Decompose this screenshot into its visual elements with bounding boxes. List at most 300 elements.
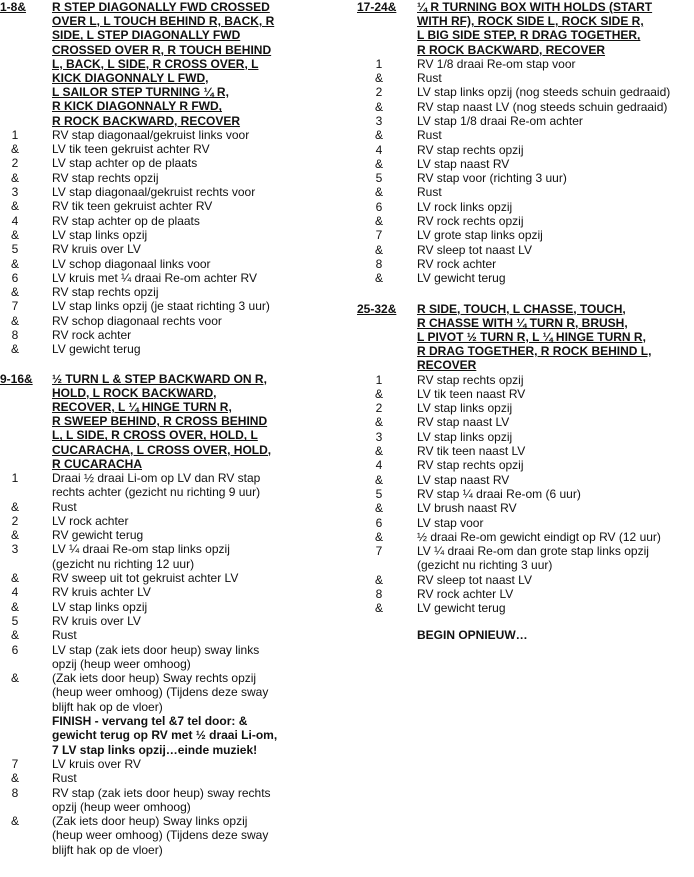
section-title-line: ½ TURN L & STEP BACKWARD ON R,: [52, 371, 267, 386]
step-row: [0, 528, 345, 542]
step-row: [0, 214, 345, 228]
step-description: [417, 401, 694, 415]
step-description: [417, 243, 694, 257]
step-description: [52, 814, 345, 857]
step-row: [0, 471, 345, 500]
step-count: 7: [375, 228, 383, 243]
step-row: [0, 242, 345, 256]
step-description-line: LV stap links opzij (nog steeds schuin gedraaid): [417, 85, 671, 100]
step-count: 8: [375, 587, 383, 602]
step-row: [0, 228, 345, 242]
step-count: 6: [375, 515, 383, 530]
step-description: [417, 228, 694, 242]
step-count: 6: [11, 642, 19, 657]
step-count: 2: [11, 513, 19, 528]
step-row: [0, 814, 345, 857]
step-description: [52, 600, 345, 614]
section-title-line: R ROCK BACKWARD, RECOVER: [417, 42, 606, 57]
step-count: 5: [11, 242, 19, 257]
step-description: [52, 214, 345, 228]
step-description: [417, 143, 694, 157]
count-label: 17-24&: [357, 0, 397, 14]
step-row: [357, 530, 694, 544]
step-description-line: (Zak iets door heup) Sway links opzij: [52, 814, 248, 829]
step-row: [0, 299, 345, 313]
section-title-line: L, BACK, L SIDE, R CROSS OVER, L: [52, 56, 259, 71]
step-row: [0, 671, 345, 714]
step-row: [357, 458, 694, 472]
step-count: &: [374, 71, 383, 86]
step-description-line: RV sleep tot naast LV: [417, 572, 532, 587]
step-description: [417, 257, 694, 271]
step-description-line: LV gewicht terug: [417, 601, 506, 616]
step-description-line: Rust: [417, 128, 442, 143]
section-title: [417, 0, 694, 57]
step-description-line: RV stap voor (richting 3 uur): [417, 171, 567, 186]
section-title-line: OVER L, L TOUCH BEHIND R, BACK, R: [52, 14, 275, 29]
step-count: 8: [375, 256, 383, 271]
step-count: 1: [375, 56, 383, 71]
step-count: &: [374, 185, 383, 200]
step-description-line: LV rock achter: [52, 513, 129, 528]
step-row: [357, 401, 694, 415]
step-description-line: Draai ½ draai Li-om op LV dan RV stap: [52, 471, 261, 485]
step-description-line: RV kruis over LV: [52, 242, 141, 257]
step-count: &: [374, 214, 383, 229]
step-description-line: LV stap naast RV: [417, 156, 510, 171]
step-description-line: RV stap rechts opzij: [52, 170, 159, 185]
step-description: [52, 257, 345, 271]
step-description-line: (heup weer omhoog) (Tijdens deze sway: [52, 828, 269, 843]
step-row: [0, 271, 345, 285]
step-description: [417, 185, 694, 199]
count-label: 9-16&: [0, 371, 33, 386]
step-description: [52, 643, 345, 672]
step-row: [0, 342, 345, 356]
step-count: &: [10, 170, 19, 185]
step-count: &: [10, 814, 19, 829]
step-description-line: LV tik teen naast RV: [417, 386, 526, 401]
step-row: [357, 573, 694, 587]
step-description-line: Rust: [52, 628, 77, 643]
step-description-line: LV stap 1/8 draai Re-om achter: [417, 114, 583, 128]
step-description-line: RV rock achter: [52, 327, 132, 342]
step-row: [357, 171, 694, 185]
step-description-line: rechts achter (gezicht nu richting 9 uur): [52, 485, 261, 500]
step-count: &: [374, 271, 383, 286]
step-count: &: [10, 256, 19, 271]
step-count: &: [374, 386, 383, 401]
step-description-line: LV stap (zak iets door heup) sway links: [52, 642, 260, 657]
step-description: [417, 214, 694, 228]
step-description-line: blijft hak op de vloer): [52, 842, 163, 857]
step-description-line: LV stap diagonaal/gekruist rechts voor: [52, 185, 256, 200]
section-title-line: SIDE, L STEP DIAGONALLY FWD: [52, 28, 241, 43]
step-description: [52, 714, 345, 757]
step-description-line: LV ¼ draai Re-om dan grote stap links opzij: [417, 544, 649, 559]
step-description: [52, 228, 345, 242]
right-column: [357, 0, 694, 642]
step-row: [357, 100, 694, 114]
step-description-line: (Zak iets door heup) Sway rechts opzij: [52, 671, 257, 686]
step-description-line: blijft hak op de vloer): [52, 699, 163, 714]
step-description: [417, 200, 694, 214]
step-description-line: RV schop diagonaal rechts voor: [52, 313, 222, 328]
section-title: [52, 372, 345, 471]
step-description-line: (heup weer omhoog) (Tijdens deze sway: [52, 685, 269, 700]
step-description: [52, 571, 345, 585]
step-row: [357, 128, 694, 142]
step-count: &: [374, 501, 383, 516]
step-row: [357, 257, 694, 271]
step-description-line: Rust: [52, 771, 77, 786]
left-column: [0, 0, 345, 867]
section-title-line: L PIVOT ½ TURN R, L ¼ HINGE TURN R,: [417, 329, 646, 344]
step-count: 7: [375, 544, 383, 559]
step-count: &: [10, 771, 19, 786]
step-description: [52, 285, 345, 299]
step-count: 2: [11, 156, 19, 171]
step-description: [417, 530, 694, 544]
step-row: [357, 214, 694, 228]
step-description: [52, 242, 345, 256]
step-description: [417, 114, 694, 128]
step-description-line: 7 LV stap links opzij…einde muziek!: [52, 742, 258, 757]
step-row: [0, 128, 345, 142]
step-row: [0, 571, 345, 585]
step-description-line: LV gewicht terug: [52, 342, 141, 357]
step-description-line: RV stap (zak iets door heup) sway rechts: [52, 785, 271, 800]
step-count: 1: [375, 372, 383, 387]
section-title: [417, 302, 694, 373]
step-description-line: gewicht terug op RV met ½ draai Li-om,: [52, 728, 278, 743]
step-description-line: LV kruis met ¼ draai Re-om achter RV: [52, 270, 257, 285]
step-description-line: RV stap rechts opzij: [417, 372, 524, 387]
step-row: [357, 57, 694, 71]
step-description: [52, 514, 345, 528]
step-description-line: RV kruis achter LV: [52, 585, 151, 600]
step-count: 6: [375, 199, 383, 214]
section-title-line: R STEP DIAGONALLY FWD CROSSED: [52, 0, 270, 14]
step-description-line: LV stap links opzij: [52, 227, 148, 242]
step-row: [357, 587, 694, 601]
step-row: [0, 285, 345, 299]
step-description-line: RV stap naast LV (nog steeds schuin gedraaid): [417, 99, 668, 114]
step-description-line: LV grote stap links opzij: [417, 228, 543, 243]
step-description-line: LV gewicht terug: [417, 271, 506, 286]
step-row: [0, 542, 345, 571]
step-description-line: LV brush naast RV: [417, 501, 517, 516]
step-row: [357, 114, 694, 128]
step-description: [52, 299, 345, 313]
step-description-line: LV stap voor: [417, 515, 484, 530]
step-description-line: RV sleep tot naast LV: [417, 242, 532, 257]
step-description-line: LV rock links opzij: [417, 199, 513, 214]
step-description: [52, 156, 345, 170]
step-description-line: RV stap diagonaal/gekruist links voor: [52, 127, 250, 142]
step-count: &: [10, 571, 19, 586]
step-count: &: [374, 444, 383, 459]
step-description: [52, 171, 345, 185]
step-count: 2: [375, 85, 383, 100]
step-description: [417, 128, 694, 142]
step-count: &: [10, 313, 19, 328]
step-description: [417, 57, 694, 71]
section-title-line: L SAILOR STEP TURNING ¼ R,: [52, 85, 229, 100]
step-description-line: RV rock achter: [417, 256, 497, 271]
finish-note: [0, 714, 345, 757]
section-title-line: ¼ R TURNING BOX WITH HOLDS (START: [417, 0, 653, 14]
step-description: [417, 444, 694, 458]
step-description-line: RV rock rechts opzij: [417, 214, 524, 229]
step-count: &: [10, 499, 19, 514]
step-description: [417, 601, 694, 615]
step-row: [0, 786, 345, 815]
step-description-line: opzij (heup weer omhoog): [52, 656, 191, 671]
section-title-line: R SIDE, TOUCH, L CHASSE, TOUCH,: [417, 301, 626, 316]
step-description-line: FINISH - vervang tel &7 tel door: &: [52, 714, 248, 729]
step-description-line: RV stap achter op de plaats: [52, 213, 200, 228]
step-description-line: Rust: [52, 499, 77, 514]
step-count: 5: [375, 171, 383, 186]
step-count: 2: [375, 401, 383, 416]
step-description: [52, 185, 345, 199]
step-row: [357, 601, 694, 615]
step-description: [52, 585, 345, 599]
step-description: [417, 544, 694, 573]
step-description-line: RV tik teen naast LV: [417, 444, 526, 459]
section-title: [52, 0, 345, 128]
step-row: [357, 243, 694, 257]
section-title-line: CUCARACHA, L CROSS OVER, HOLD,: [52, 442, 272, 457]
step-description-line: LV stap links opzij: [417, 429, 513, 444]
step-row: [357, 430, 694, 444]
step-description: [52, 471, 345, 500]
step-description: [52, 614, 345, 628]
step-description-line: RV stap ¼ draai Re-om (6 uur): [417, 486, 581, 501]
count-label: 25-32&: [357, 301, 397, 316]
step-description-line: LV stap achter op de plaats: [52, 156, 198, 171]
step-description: [52, 199, 345, 213]
step-description: [417, 271, 694, 285]
step-description-line: RV gewicht terug: [52, 528, 144, 543]
step-count: &: [374, 99, 383, 114]
step-row: [357, 71, 694, 85]
step-description-line: Rust: [417, 71, 442, 86]
step-description: [417, 473, 694, 487]
step-description: [417, 171, 694, 185]
step-count: &: [374, 572, 383, 587]
step-count: &: [374, 529, 383, 544]
section-title-line: L, L SIDE, R CROSS OVER, HOLD, L: [52, 428, 258, 443]
step-description: [417, 458, 694, 472]
step-description: [417, 100, 694, 114]
step-row: [357, 157, 694, 171]
section-1-8: [0, 0, 345, 357]
step-description-line: opzij (heup weer omhoog): [52, 799, 191, 814]
step-row: [357, 143, 694, 157]
step-count: 8: [11, 785, 19, 800]
step-row: [0, 171, 345, 185]
section-17-24: [357, 0, 694, 286]
step-count: &: [374, 242, 383, 257]
section-title-line: RECOVER: [417, 358, 477, 373]
step-row: [357, 544, 694, 573]
step-description-line: RV stap rechts opzij: [52, 285, 159, 300]
step-row: [0, 585, 345, 599]
step-count: &: [374, 415, 383, 430]
step-description: [52, 542, 345, 571]
step-count: &: [10, 342, 19, 357]
step-description: [417, 516, 694, 530]
step-description: [52, 314, 345, 328]
step-count: 5: [11, 613, 19, 628]
section-header: [0, 0, 345, 128]
section-header: [0, 372, 345, 471]
section-title-line: R ROCK BACKWARD, RECOVER: [52, 113, 241, 128]
step-count: 6: [11, 270, 19, 285]
step-row: [0, 643, 345, 672]
step-description: [417, 85, 694, 99]
section-title-line: R CUCARACHA: [52, 456, 142, 471]
step-row: [0, 199, 345, 213]
step-description: [52, 786, 345, 815]
step-count: 3: [11, 185, 19, 200]
step-description: [417, 487, 694, 501]
step-row: [0, 314, 345, 328]
step-description: [417, 373, 694, 387]
step-description: [52, 757, 345, 771]
step-description: [52, 500, 345, 514]
step-description: [52, 342, 345, 356]
step-description-line: LV kruis over RV: [52, 756, 141, 771]
step-description-line: ½ draai Re-om gewicht eindigt op RV (12 uur): [417, 529, 661, 544]
section-title-line: R CHASSE WITH ¼ TURN R, BRUSH,: [417, 315, 628, 330]
step-count: 8: [11, 327, 19, 342]
step-row: [0, 514, 345, 528]
step-description-line: LV stap links opzij (je staat richting 3 uur): [52, 299, 270, 314]
step-row: [357, 501, 694, 515]
step-description-line: LV ¼ draai Re-om stap links opzij: [52, 542, 230, 557]
step-count: &: [374, 156, 383, 171]
section-header: [357, 302, 694, 373]
step-description: [52, 528, 345, 542]
step-row: [0, 185, 345, 199]
step-row: [0, 500, 345, 514]
step-count: &: [10, 599, 19, 614]
step-description-line: RV 1/8 draai Re-om stap voor: [417, 56, 576, 71]
step-count: 5: [375, 486, 383, 501]
section-9-16: [0, 372, 345, 857]
count-label: 1-8&: [0, 0, 27, 14]
step-count: &: [10, 142, 19, 157]
step-description-line: RV sweep uit tot gekruist achter LV: [52, 571, 239, 586]
step-row: [0, 257, 345, 271]
step-description-line: (gezicht nu richting 3 uur): [417, 558, 553, 573]
step-count: &: [10, 199, 19, 214]
section-title-line: KICK DIAGONNALY L FWD,: [52, 71, 209, 86]
section-title-line: L BIG SIDE STEP, R DRAG TOGETHER,: [417, 28, 641, 43]
section-title-line: R SWEEP BEHIND, R CROSS BEHIND: [52, 414, 268, 429]
section-title-line: HOLD, L ROCK BACKWARD,: [52, 385, 217, 400]
step-count: &: [374, 128, 383, 143]
step-description: [417, 587, 694, 601]
step-count: 4: [11, 585, 19, 600]
step-row: [357, 387, 694, 401]
step-row: [357, 373, 694, 387]
step-description-line: RV tik teen gekruist achter RV: [52, 199, 213, 214]
section-header: [357, 0, 694, 57]
step-row: [0, 771, 345, 785]
step-description-line: RV stap rechts opzij: [417, 142, 524, 157]
begin-again-note: BEGIN OPNIEUW…: [417, 627, 528, 642]
step-description-line: LV schop diagonaal links voor: [52, 256, 211, 271]
step-description: [417, 157, 694, 171]
step-count: 3: [375, 114, 383, 128]
step-row: [0, 628, 345, 642]
step-row: [357, 85, 694, 99]
step-row: [357, 473, 694, 487]
step-description-line: RV rock achter LV: [417, 587, 514, 602]
step-description-line: Rust: [417, 185, 442, 200]
step-row: [357, 415, 694, 429]
step-row: [0, 142, 345, 156]
step-description: [52, 271, 345, 285]
step-count: &: [10, 227, 19, 242]
step-row: [357, 185, 694, 199]
step-count: 4: [375, 142, 383, 157]
section-25-32: [357, 302, 694, 616]
step-count: 1: [11, 471, 19, 485]
step-count: 7: [11, 756, 19, 771]
step-description: [52, 628, 345, 642]
step-description: [52, 771, 345, 785]
step-row: [0, 600, 345, 614]
step-row: [357, 228, 694, 242]
step-description: [417, 573, 694, 587]
step-count: &: [374, 472, 383, 487]
step-description-line: RV stap naast LV: [417, 415, 510, 430]
step-description: [52, 142, 345, 156]
step-description-line: RV kruis over LV: [52, 613, 141, 628]
step-row: [357, 200, 694, 214]
step-description: [52, 671, 345, 714]
step-count: &: [10, 528, 19, 543]
step-row: [357, 271, 694, 285]
step-count: 7: [11, 299, 19, 314]
step-count: 4: [11, 213, 19, 228]
step-count: &: [374, 601, 383, 616]
step-row: [0, 614, 345, 628]
step-description-line: LV stap links opzij: [417, 401, 513, 416]
step-count: 4: [375, 458, 383, 473]
step-description: [417, 430, 694, 444]
section-title-line: WITH RF), ROCK SIDE L, ROCK SIDE R,: [417, 14, 644, 29]
step-description-line: RV stap rechts opzij: [417, 458, 524, 473]
step-description: [417, 415, 694, 429]
step-description: [417, 501, 694, 515]
step-count: &: [10, 671, 19, 686]
step-description-line: (gezicht nu richting 12 uur): [52, 556, 195, 571]
section-title-line: CROSSED OVER R, R TOUCH BEHIND: [52, 42, 272, 57]
step-row: [0, 757, 345, 771]
step-row: [357, 516, 694, 530]
step-count: &: [10, 285, 19, 300]
section-title-line: R KICK DIAGONNALY R FWD,: [52, 99, 223, 114]
step-row: [0, 156, 345, 170]
step-count: &: [10, 628, 19, 643]
step-count: 3: [11, 542, 19, 557]
